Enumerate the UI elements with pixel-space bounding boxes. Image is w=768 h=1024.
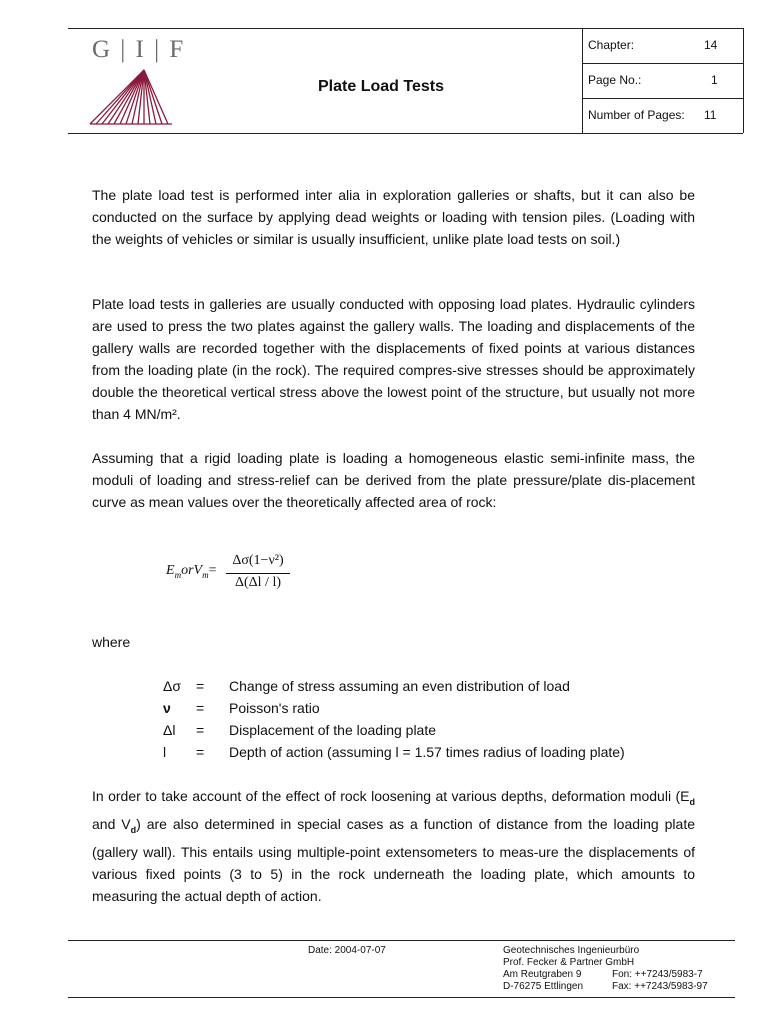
footer-bottom-rule: [68, 997, 735, 998]
footer-phone: Fon: ++7243/5983-7: [612, 969, 703, 980]
formula-denominator: Δ(Δl / l): [235, 575, 281, 590]
definition-text: Poisson's ratio: [229, 700, 320, 716]
logo-text: G | I | F: [92, 36, 186, 63]
paragraph-4: [92, 785, 695, 907]
definition-equals: =: [196, 700, 205, 716]
chapter-label: Chapter:: [588, 38, 635, 52]
paragraph-3: Assuming that a rigid loading plate is loading a homogeneous elastic semi-infinite mass, the moduli of loading and stress-relief can be derived from the plate pressure/plate dis-placement curve as mean values over the theoretically affected area of rock:: [92, 450, 695, 510]
info-row-rule-2: [582, 98, 743, 99]
info-box-right-edge: [743, 28, 744, 133]
formula-fraction-bar: [226, 573, 290, 574]
paragraph-4-part-c: ) are also determined in special cases as a function of distance from the loading plate (gallery wall). This entails using multiple-point extensometers to meas-ure the displacements of various fixed points (3 to 5) in the rock underneath the loading plate, which amounts to measuring the actual depth of action.: [92, 815, 695, 904]
formula-equals: =: [208, 563, 217, 578]
page-count-label: Number of Pages:: [588, 108, 685, 122]
footer-street: Am Reutgraben 9: [503, 969, 582, 980]
footer-date: Date: 2004-07-07: [308, 945, 386, 956]
definition-equals: =: [196, 744, 205, 760]
page-title: Plate Load Tests: [318, 78, 444, 95]
formula-or: orV: [181, 563, 203, 578]
footer-city: D-76275 Ettlingen: [503, 981, 584, 992]
header-top-rule: [68, 28, 743, 29]
paragraph-4-part-a: In order to take account of the effect of rock loosening at various depths, deformation moduli (E: [92, 788, 690, 804]
definition-row: [163, 719, 625, 741]
page-count-value: 11: [704, 108, 717, 122]
header-bottom-rule: [68, 133, 743, 134]
definition-row: [163, 697, 625, 719]
footer-company-1: Geotechnisches Ingenieurbüro: [503, 945, 640, 956]
definition-symbol: l: [163, 744, 167, 760]
page-number-label: Page No.:: [588, 73, 642, 87]
info-row-rule-1: [582, 63, 743, 64]
definition-symbol: ν: [163, 700, 171, 716]
definitions-list: [163, 675, 625, 763]
definition-text: Depth of action (assuming l = 1.57 times radius of loading plate): [229, 744, 625, 760]
definition-text: Displacement of the loading plate: [229, 722, 437, 738]
where-label: where: [92, 634, 131, 650]
paragraph-4-sub-2: d: [130, 824, 137, 835]
footer-company-2: Prof. Fecker & Partner GmbH: [503, 957, 635, 968]
formula-lhs: E: [166, 563, 175, 578]
formula-lhs-sub: m: [174, 569, 182, 580]
paragraph-1: The plate load test is performed inter alia in exploration galleries or shafts, but it can also be conducted on the surface by applying dead weights or loading with tension piles. (Loading with the weights of vehicles or similar is usually insufficient, unlike plate load tests on soil.): [92, 187, 695, 247]
footer-fax: Fax: ++7243/5983-97: [612, 981, 708, 992]
definition-symbol: Δσ: [163, 678, 181, 694]
formula-or-sub: m: [202, 569, 209, 580]
chapter-value: 14: [704, 38, 718, 52]
paragraph-2: Plate load tests in galleries are usually conducted with opposing load plates. Hydraulic cylinders are used to press the two plates against the gallery walls. The loading and displacements of the gallery walls are recorded together with the displacements of fixed points at various distances from the loading plate (in the rock). The required compres-sive stresses should be approximately double the theoretical vertical stress above the lowest point of the structure, but usually not more than 4 MN/m².: [92, 296, 695, 422]
formula-numerator: Δσ(1−ν²): [232, 553, 284, 568]
page-number-value: 1: [711, 73, 718, 87]
definition-symbol: Δl: [163, 722, 176, 738]
info-box-divider: [582, 28, 583, 133]
paragraph-4-sub-1: d: [689, 796, 695, 807]
definition-row: [163, 741, 625, 763]
modulus-formula: [166, 553, 306, 597]
footer-top-rule: [68, 940, 735, 941]
definition-equals: =: [196, 678, 205, 694]
definition-equals: =: [196, 722, 205, 738]
definition-text: Change of stress assuming an even distribution of load: [229, 678, 570, 694]
gif-logo-icon: [88, 66, 174, 128]
paragraph-4-part-b: and V: [92, 815, 131, 832]
definition-row: [163, 675, 625, 697]
